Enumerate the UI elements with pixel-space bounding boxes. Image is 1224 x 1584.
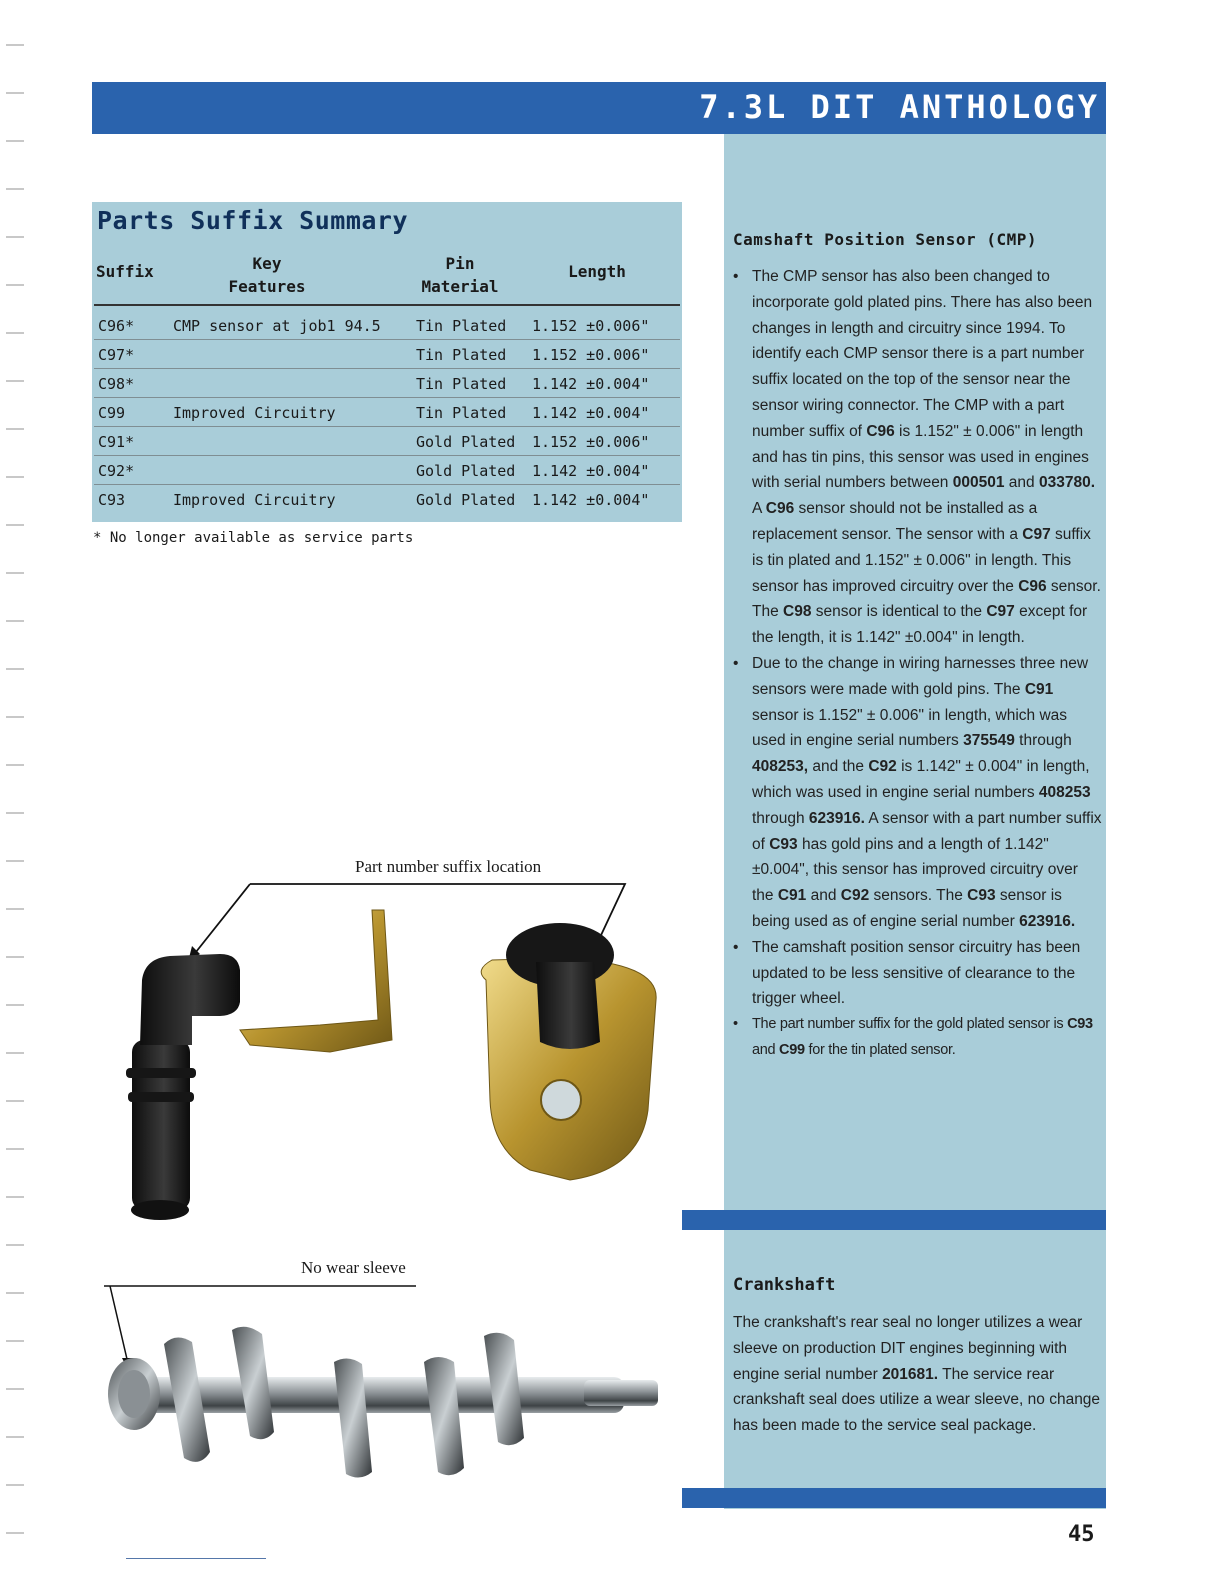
table-row: C92* Gold Plated 1.142 ±0.004" xyxy=(94,456,680,485)
col-header-length: Length xyxy=(568,262,626,281)
parts-suffix-table xyxy=(92,202,682,522)
header-rule xyxy=(94,304,680,306)
table-row: C97* Tin Plated 1.152 ±0.006" xyxy=(94,340,680,369)
caption-wear-sleeve: No wear sleeve xyxy=(301,1258,406,1277)
table-title: Parts Suffix Summary xyxy=(97,206,409,235)
section-divider xyxy=(682,1210,1106,1230)
table-footnote: * No longer available as service parts xyxy=(93,530,414,546)
col-header-suffix: Suffix xyxy=(96,262,154,281)
page-number: 45 xyxy=(1068,1522,1095,1547)
crankshaft-paragraph: The crankshaft's rear seal no longer utilizes a wear sleeve on production DIT engines beginning with engine serial number 201681. The service rear crankshaft seal does utilize a wear sleeve, no change has been made to the service seal package. xyxy=(733,1314,1101,1435)
cmp-bullet-4: • The part number suffix for the gold plated sensor is C93 and C99 for the tin plated sensor. xyxy=(730,1012,1102,1064)
cmp-bullet-2: • Due to the change in wiring harnesses three new sensors were made with gold pins. The C91 sensor is 1.152" ± 0.006" in length, which was used in engine serial numbers 375549 through 408253, and the C92 is 1.142" ± 0.004" in length, which was used in engine serial numbers 408253 through 623916. A sensor with a part number suffix of C93 has gold pins and a length of 1.142" ±0.004", this sensor has improved circuitry over the C91 and C92 sensors. The C93 sensor is being used as of engine serial number 623916. xyxy=(730,651,1102,935)
table-row: C93 Improved Circuitry Gold Plated 1.142 ±0.004" xyxy=(98,491,650,509)
table-row: C91* Gold Plated 1.152 ±0.006" xyxy=(94,427,680,456)
col-header-key: Key Features xyxy=(228,254,306,296)
section-divider-bottom xyxy=(682,1488,1106,1508)
table-row: C99 Improved Circuitry Tin Plated 1.142 ±0.004" xyxy=(94,398,680,427)
crankshaft-heading: Crankshaft xyxy=(733,1275,836,1295)
crankshaft-photo xyxy=(104,1282,664,1492)
table-row: C96* CMP sensor at job1 94.5 Tin Plated 1.152 ±0.006" xyxy=(94,311,680,340)
binding-marks xyxy=(6,30,28,1570)
footer-rule xyxy=(126,1558,266,1559)
cmp-heading: Camshaft Position Sensor (CMP) xyxy=(733,230,1037,249)
table-row: C98* Tin Plated 1.142 ±0.004" xyxy=(94,369,680,398)
cmp-bullet-3: • The camshaft position sensor circuitry has been updated to be less sensitive of clearance to the trigger wheel. xyxy=(730,935,1102,1012)
header-bar xyxy=(92,82,1106,134)
cmp-bullet-list xyxy=(730,264,1102,1064)
page-title: 7.3L DIT ANTHOLOGY xyxy=(699,88,1100,126)
col-header-pin: Pin Material xyxy=(421,254,499,296)
caption-suffix-location: Part number suffix location xyxy=(355,857,542,876)
cmp-bullet-1: • The CMP sensor has also been changed to incorporate gold plated pins. There has also been changes in length and circuitry since 1994. To identify each CMP sensor there is a part number suffix located on the top of the sensor near the sensor wiring connector. The CMP with a part number suffix of C96 is 1.152" ± 0.006" in length and has tin pins, this sensor was used in engines with serial numbers between 000501 and 033780. A C96 sensor should not be installed as a replacement sensor. The sensor with a C97 suffix is tin plated and 1.152" ± 0.006" in length. This sensor has improved circuitry over the C96 sensor. The C98 sensor is identical to the C97 except for the length, it is 1.142" ±0.004" in length. xyxy=(730,264,1102,651)
sensor-photos xyxy=(100,870,680,1230)
